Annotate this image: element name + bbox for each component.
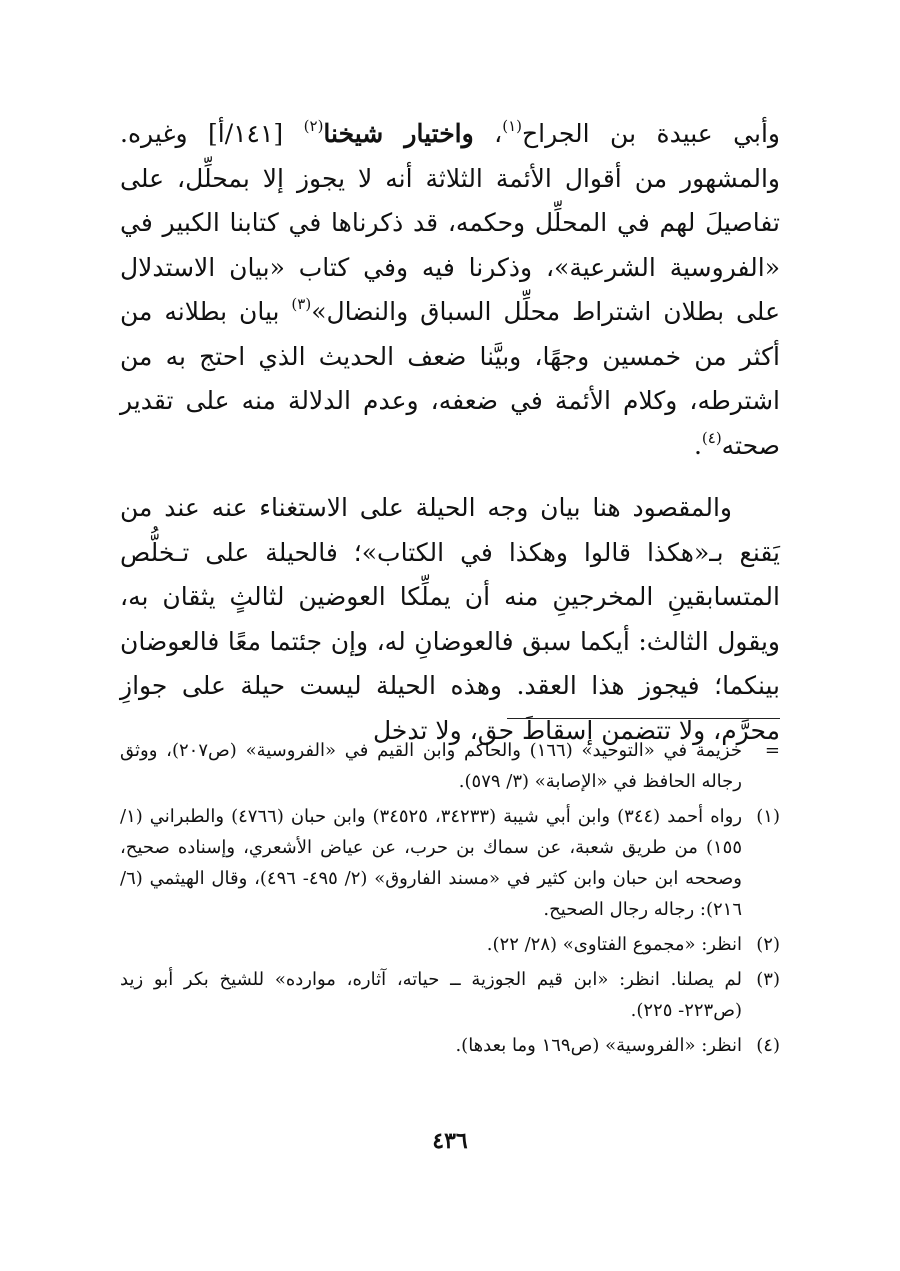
p1-bold-text: واختيار شيخنا [323,119,474,148]
footnotes [120,735,780,1065]
footnote-3 [120,964,780,1026]
footnote-ref-3[interactable]: (٣) [291,295,312,313]
footnote-4 [120,1030,780,1061]
footnote-ref-1[interactable]: (١) [502,117,522,135]
p1-text-c: [١٤١/أ] وغيره. والمشهور من أقوال الأئمة الثلاثة أنه لا يجوز إلا بمحلِّل، على تفاصيلَ لهم في المحلِّل وحكمه، قد ذكرناها في كتابنا الكبير في «الفروسية الشرعية»، وذكرنا فيه وفي كتاب «بيان الاستدلال على بطلان اشتراط محلِّل السباق والنضال» [120,119,780,326]
footnote-number: (١) [756,806,780,827]
footnote-text: خزيمة في «التوحيد» (١٦٦) والحاكم وابن القيم في «الفروسية» (ص٢٠٧)، ووثق رجاله الحافظ في «الإصابة» (٣/ ٥٧٩). [120,740,743,792]
footnote-separator [507,718,780,719]
page-number: ٤٣٦ [432,1128,468,1154]
p1-text-b: ، [473,119,503,148]
p1-text-d: بيان بطلانه من أكثر من خمسين وجهًا، وبيَّنا ضعف الحديث الذي احتج به من اشترطه، وكلام الأئمة في ضعفه، وعدم الدلالة منه على تقدير صحته [120,297,780,460]
footnote-ref-2[interactable]: (٢) [303,117,324,135]
footnote-text: انظر: «مجموع الفتاوى» (٢٨/ ٢٢). [486,934,742,955]
footnote-text: لم يصلنا. انظر: «ابن قيم الجوزية ــ حياته، آثاره، موارده» للشيخ بكر أبو زيد (ص٢٢٣- ٢٢٥). [120,969,742,1021]
main-text [120,112,780,753]
footnote-number: (٤) [756,1035,780,1056]
footnote-number: (٣) [756,969,780,990]
paragraph-2: والمقصود هنا بيان وجه الحيلة على الاستغناء عنه عند من يَقنع بـ«هكذا قالوا وهكذا في الكتاب»؛ فالحيلة على تـخلُّص المتسابقينِ المخرجينِ منه أن يملِّكا العوضين لثالثٍ يثقان به، ويقول الثالث: أيكما سبق فالعوضانِ له، وإن جئتما معًا فالعوضان بينكما؛ فيجوز هذا العقد. وهذه الحيلة ليست حيلة على جوازِ محرَّم، ولا تتضمن إسقاطَ حق، ولا تدخل [120,493,780,745]
footnote-number: (٢) [756,934,780,955]
p1-text-e: . [693,430,702,460]
paragraph-1 [120,112,780,468]
footnote-text: انظر: «الفروسية» (ص١٦٩ وما بعدها). [455,1035,742,1056]
footnote-text: رواه أحمد (٣٤٤) وابن أبي شيبة (٣٤٢٣٣، ٣٤٥٢٥) وابن حبان (٤٧٦٦) والطبراني (١/ ١٥٥) من طريق شعبة، عن سماك بن حرب، عن عياض الأشعري، وإسناده صحيح، وصححه ابن حبان وابن كثير في «مسند الفاروق» (٢/ ٤٩٥- ٤٩٦)، وقال الهيثمي (٦/ ٢١٦): رجاله رجال الصحيح. [120,806,743,920]
footnote-ref-4[interactable]: (٤) [701,428,722,447]
footnote-marker: = [764,740,780,761]
footnote-2 [120,929,780,960]
footnote-1 [120,801,780,925]
p1-text-a: وأبي عبيدة بن الجراح [522,119,780,148]
footnote-continued [120,735,780,797]
